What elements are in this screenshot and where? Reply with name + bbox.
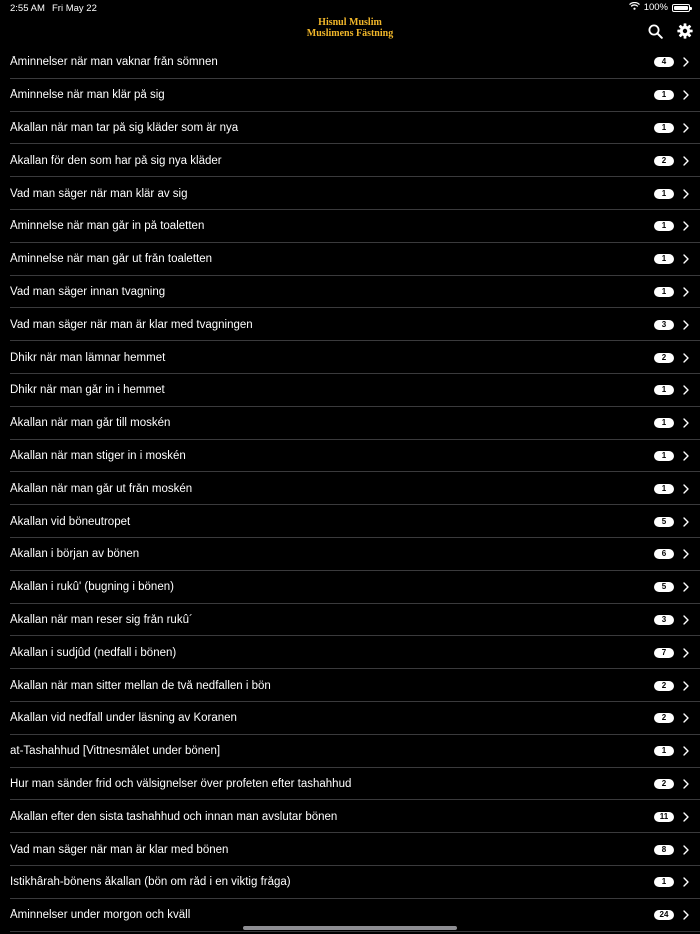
list-item[interactable] (0, 735, 700, 768)
list-item-label: Åkallan när man går ut från moskén (10, 482, 193, 495)
list-item[interactable] (0, 112, 700, 145)
chevron-right-icon (680, 189, 692, 199)
count-badge: 2 (654, 713, 674, 723)
chevron-right-icon (680, 779, 692, 789)
chevron-right-icon (680, 549, 692, 559)
chevron-right-icon (680, 353, 692, 363)
list-item-label: Åminnelser under morgon och kväll (10, 909, 191, 922)
chevron-right-icon (680, 713, 692, 723)
navigation-bar (0, 14, 700, 46)
list-item-label: Hur man sänder frid och välsignelser över profeten efter tashahhud (10, 777, 352, 790)
count-badge: 5 (654, 582, 674, 592)
list-item[interactable] (0, 308, 700, 341)
count-badge: 5 (654, 517, 674, 527)
count-badge: 1 (654, 221, 674, 231)
app-title-line1: Hisnul Muslim (318, 17, 382, 28)
app-title (0, 17, 700, 39)
list-item[interactable] (0, 636, 700, 669)
list-item-label: Åminnelse när man går in på toaletten (10, 220, 205, 233)
list-item-label: Åkallan för den som har på sig nya kläder (10, 154, 222, 167)
list-item[interactable] (0, 144, 700, 177)
list-item[interactable] (0, 866, 700, 899)
count-badge: 1 (654, 877, 674, 887)
count-badge: 3 (654, 615, 674, 625)
count-badge: 11 (654, 812, 674, 822)
count-badge: 8 (654, 845, 674, 855)
list-item-label: Åkallan vid böneutropet (10, 515, 131, 528)
count-badge: 2 (654, 156, 674, 166)
list-item[interactable] (0, 833, 700, 866)
list-item-label: Dhikr när man lämnar hemmet (10, 351, 166, 364)
chevron-right-icon (680, 320, 692, 330)
count-badge: 1 (654, 385, 674, 395)
list-item[interactable] (0, 79, 700, 112)
list-item[interactable] (0, 407, 700, 440)
count-badge: 6 (654, 549, 674, 559)
chevron-right-icon (680, 877, 692, 887)
battery-percent: 100% (643, 2, 668, 13)
list-item-label: Åkallan när man sitter mellan de två nedfallen i bön (10, 679, 271, 692)
list-item[interactable] (0, 177, 700, 210)
list-item-label: Istikhârah-bönens åkallan (bön om råd i en viktig fråga) (10, 876, 291, 889)
chevron-right-icon (680, 254, 692, 264)
count-badge: 3 (654, 320, 674, 330)
count-badge: 1 (654, 123, 674, 133)
list-item-label: at-Tashahhud [Vittnesmålet under bönen] (10, 745, 221, 758)
chapter-list (0, 46, 700, 932)
count-badge: 4 (654, 57, 674, 67)
count-badge: 1 (654, 189, 674, 199)
list-item-label: Vad man säger när man klär av sig (10, 187, 188, 200)
chevron-right-icon (680, 615, 692, 625)
list-item-label: Vad man säger innan tvagning (10, 285, 166, 298)
list-item[interactable] (0, 800, 700, 833)
count-badge: 24 (654, 910, 674, 920)
list-item[interactable] (0, 768, 700, 801)
home-indicator[interactable] (243, 926, 457, 930)
list-item[interactable] (0, 571, 700, 604)
gear-icon[interactable] (676, 22, 694, 40)
list-item-label: Åkallan när man stiger in i moskén (10, 449, 186, 462)
list-item[interactable] (0, 341, 700, 374)
chevron-right-icon (680, 812, 692, 822)
nav-actions (646, 22, 694, 40)
battery-icon (672, 4, 690, 12)
count-badge: 2 (654, 681, 674, 691)
chevron-right-icon (680, 910, 692, 920)
list-item-label: Åkallan när man reser sig från rukû´ (10, 613, 193, 626)
list-item[interactable] (0, 46, 700, 79)
count-badge: 1 (654, 90, 674, 100)
chevron-right-icon (680, 681, 692, 691)
list-item[interactable] (0, 440, 700, 473)
count-badge: 2 (654, 779, 674, 789)
list-item-label: Dhikr när man går in i hemmet (10, 384, 165, 397)
list-item-label: Åkallan när man tar på sig kläder som är nya (10, 121, 239, 134)
chevron-right-icon (680, 385, 692, 395)
chevron-right-icon (680, 57, 692, 67)
search-icon[interactable] (646, 22, 664, 40)
chevron-right-icon (680, 746, 692, 756)
chevron-right-icon (680, 90, 692, 100)
list-item[interactable] (0, 604, 700, 637)
list-item[interactable] (0, 669, 700, 702)
list-item-label: Åkallan i sudjûd (nedfall i bönen) (10, 646, 177, 659)
count-badge: 1 (654, 746, 674, 756)
list-item-label: Åkallan när man går till moskén (10, 417, 171, 430)
list-item-label: Åminnelse när man klär på sig (10, 89, 165, 102)
list-item-label: Åkallan i början av bönen (10, 548, 140, 561)
chevron-right-icon (680, 123, 692, 133)
list-item[interactable] (0, 243, 700, 276)
status-indicators (629, 2, 690, 13)
status-date: Fri May 22 (52, 3, 97, 14)
count-badge: 1 (654, 451, 674, 461)
count-badge: 1 (654, 287, 674, 297)
chevron-right-icon (680, 418, 692, 428)
wifi-icon (629, 2, 640, 13)
count-badge: 1 (654, 254, 674, 264)
list-item[interactable] (0, 374, 700, 407)
list-item-label: Vad man säger när man är klar med tvagningen (10, 318, 253, 331)
chevron-right-icon (680, 484, 692, 494)
chevron-right-icon (680, 287, 692, 297)
chevron-right-icon (680, 156, 692, 166)
list-item[interactable] (0, 276, 700, 309)
count-badge: 1 (654, 484, 674, 494)
status-time: 2:55 AM (10, 3, 45, 14)
list-item[interactable] (0, 210, 700, 243)
list-item-label: Åminnelser när man vaknar från sömnen (10, 56, 218, 69)
count-badge: 2 (654, 353, 674, 363)
chevron-right-icon (680, 221, 692, 231)
count-badge: 1 (654, 418, 674, 428)
list-item-label: Åminnelse när man går ut från toaletten (10, 253, 213, 266)
list-item[interactable] (0, 538, 700, 571)
list-item-label: Åkallan vid nedfall under läsning av Koranen (10, 712, 237, 725)
chevron-right-icon (680, 845, 692, 855)
list-item-label: Vad man säger när man är klar med bönen (10, 843, 229, 856)
app-title-line2: Muslimens Fästning (306, 28, 394, 39)
list-item[interactable] (0, 702, 700, 735)
list-item-label: Åkallan i rukû' (bugning i bönen) (10, 581, 174, 594)
count-badge: 7 (654, 648, 674, 658)
chevron-right-icon (680, 517, 692, 527)
chevron-right-icon (680, 648, 692, 658)
chevron-right-icon (680, 451, 692, 461)
list-item-label: Åkallan efter den sista tashahhud och innan man avslutar bönen (10, 810, 338, 823)
chevron-right-icon (680, 582, 692, 592)
list-item[interactable] (0, 505, 700, 538)
list-item[interactable] (0, 472, 700, 505)
